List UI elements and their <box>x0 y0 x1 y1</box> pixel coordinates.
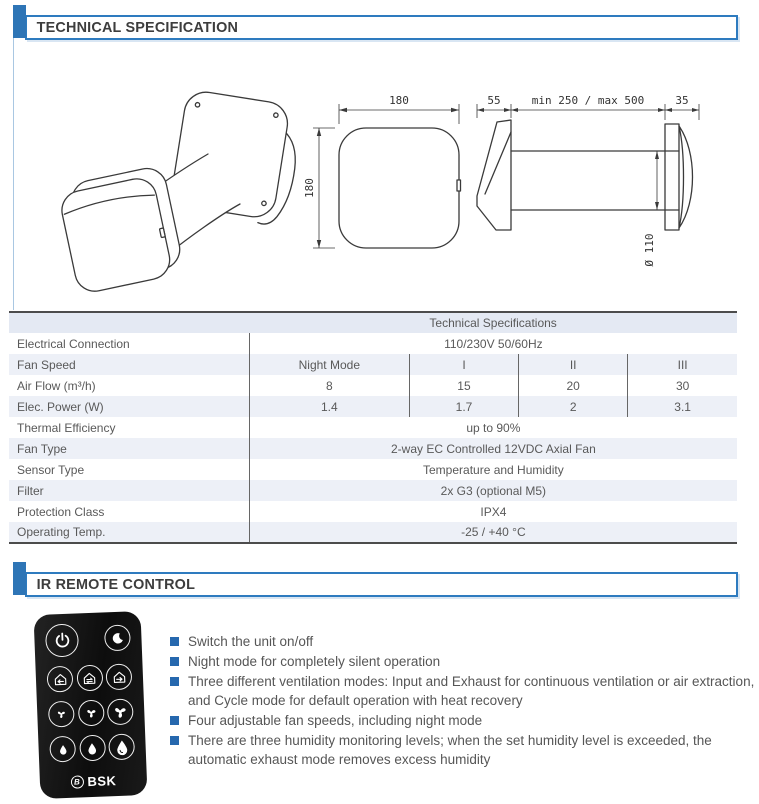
cycle-mode-button <box>76 665 103 692</box>
row-value: I <box>409 354 518 375</box>
brand-logo-text: BSK <box>87 773 117 790</box>
row-value: 2x G3 (optional M5) <box>249 480 737 501</box>
header-accent-square <box>13 5 26 38</box>
list-item <box>170 731 756 769</box>
header-accent-square <box>13 562 26 595</box>
list-item <box>170 632 756 651</box>
indoor-dim-label: 35 <box>675 94 689 107</box>
table-row <box>9 522 737 543</box>
power-icon <box>53 631 72 650</box>
fan-icon <box>55 708 67 720</box>
house-arrows-cycle-icon <box>82 670 98 686</box>
moon-icon <box>111 631 124 644</box>
humidity-level-3-button <box>108 733 135 760</box>
features-list <box>170 632 756 770</box>
feature-text: Four adjustable fan speeds, including night mode <box>188 713 483 728</box>
row-value: 110/230V 50/60Hz <box>249 333 737 354</box>
technical-drawings-area <box>13 38 738 310</box>
row-label: Electrical Connection <box>17 336 130 351</box>
table-row <box>9 480 737 501</box>
list-item <box>170 711 756 730</box>
feature-text: There are three humidity monitoring levels; when the set humidity level is exceeded, the automatic exhaust mode removes excess humidity <box>188 733 712 767</box>
table-row <box>9 354 737 375</box>
section-title: IR REMOTE CONTROL <box>36 576 196 593</box>
input-mode-button <box>46 666 73 693</box>
bullet-square-icon <box>170 736 179 745</box>
row-value: 1.7 <box>409 396 518 417</box>
table-row <box>9 459 737 480</box>
house-arrow-left-icon <box>52 671 68 687</box>
fan-speed-1-button <box>48 701 75 728</box>
row-label: Air Flow (m³/h) <box>17 378 96 393</box>
diameter-dim-label: Ø 110 <box>643 233 656 267</box>
fan-speed-2-button <box>77 700 104 727</box>
header-title-box <box>25 15 738 40</box>
ir-remote-illustration <box>34 611 148 799</box>
table-row <box>9 438 737 459</box>
fan-icon <box>84 706 99 721</box>
table-title: Technical Specifications <box>429 316 557 330</box>
bullet-square-icon <box>170 637 179 646</box>
row-value: III <box>628 354 737 375</box>
front-height-dim-label: 180 <box>303 178 316 198</box>
feature-text: Night mode for completely silent operation <box>188 654 441 669</box>
row-value: 1.4 <box>249 396 409 417</box>
wall-dim-label: min 250 / max 500 <box>531 94 645 107</box>
isometric-view-drawing <box>54 88 304 300</box>
table-row <box>9 375 737 396</box>
section-title: TECHNICAL SPECIFICATION <box>36 19 239 36</box>
bullet-square-icon <box>170 677 179 686</box>
row-value: Temperature and Humidity <box>249 459 737 480</box>
bullet-square-icon <box>170 657 179 666</box>
row-label: Filter <box>17 483 44 498</box>
feature-text: Three different ventilation modes: Input and Exhaust for continuous ventilation or air extraction, and Cycle mode for default operation with heat recovery <box>188 674 755 708</box>
night-mode-button <box>104 624 131 651</box>
row-value: up to 90% <box>249 417 737 438</box>
table-row <box>9 333 737 354</box>
row-value: 30 <box>628 375 737 396</box>
row-label: Thermal Efficiency <box>17 420 116 435</box>
table-row <box>9 396 737 417</box>
front-view-drawing <box>297 90 473 272</box>
row-label: Fan Speed <box>17 357 76 372</box>
row-value: 3.1 <box>628 396 737 417</box>
row-label: Sensor Type <box>17 462 85 477</box>
table-title-row <box>9 312 737 333</box>
feature-text: Switch the unit on/off <box>188 634 314 649</box>
row-value: Night Mode <box>249 354 409 375</box>
table-row <box>9 501 737 522</box>
brand-logo-icon: B <box>70 775 83 788</box>
front-width-dim-label: 180 <box>389 94 409 107</box>
exhaust-mode-button <box>105 663 132 690</box>
humidity-level-1-button <box>49 736 76 763</box>
hood-dim-label: 55 <box>487 94 501 107</box>
row-value: 8 <box>249 375 409 396</box>
humidity-level-2-button <box>79 734 106 761</box>
row-label: Operating Temp. <box>17 525 106 539</box>
row-value: II <box>519 354 628 375</box>
row-value: 20 <box>519 375 628 396</box>
row-label: Elec. Power (W) <box>17 399 104 414</box>
side-view-drawing <box>469 90 725 286</box>
droplet-icon <box>57 743 68 754</box>
spec-table <box>9 311 737 544</box>
droplet-icon <box>85 741 98 754</box>
row-value: -25 / +40 °C <box>249 522 737 543</box>
row-value: IPX4 <box>249 501 737 522</box>
list-item <box>170 652 756 671</box>
droplet-icon <box>113 738 131 756</box>
fan-icon <box>111 703 130 722</box>
house-arrow-right-icon <box>111 669 127 685</box>
header-title-box <box>25 572 738 597</box>
row-value: 2-way EC Controlled 12VDC Axial Fan <box>249 438 737 459</box>
row-label: Protection Class <box>17 504 105 519</box>
ir-remote-control-header <box>13 562 738 604</box>
table-row <box>9 417 737 438</box>
bullet-square-icon <box>170 716 179 725</box>
row-value: 2 <box>519 396 628 417</box>
row-value: 15 <box>409 375 518 396</box>
brand-logo <box>51 772 137 790</box>
power-button <box>45 623 79 657</box>
row-label: Fan Type <box>17 441 67 456</box>
fan-speed-3-button <box>107 698 134 725</box>
list-item <box>170 672 756 710</box>
